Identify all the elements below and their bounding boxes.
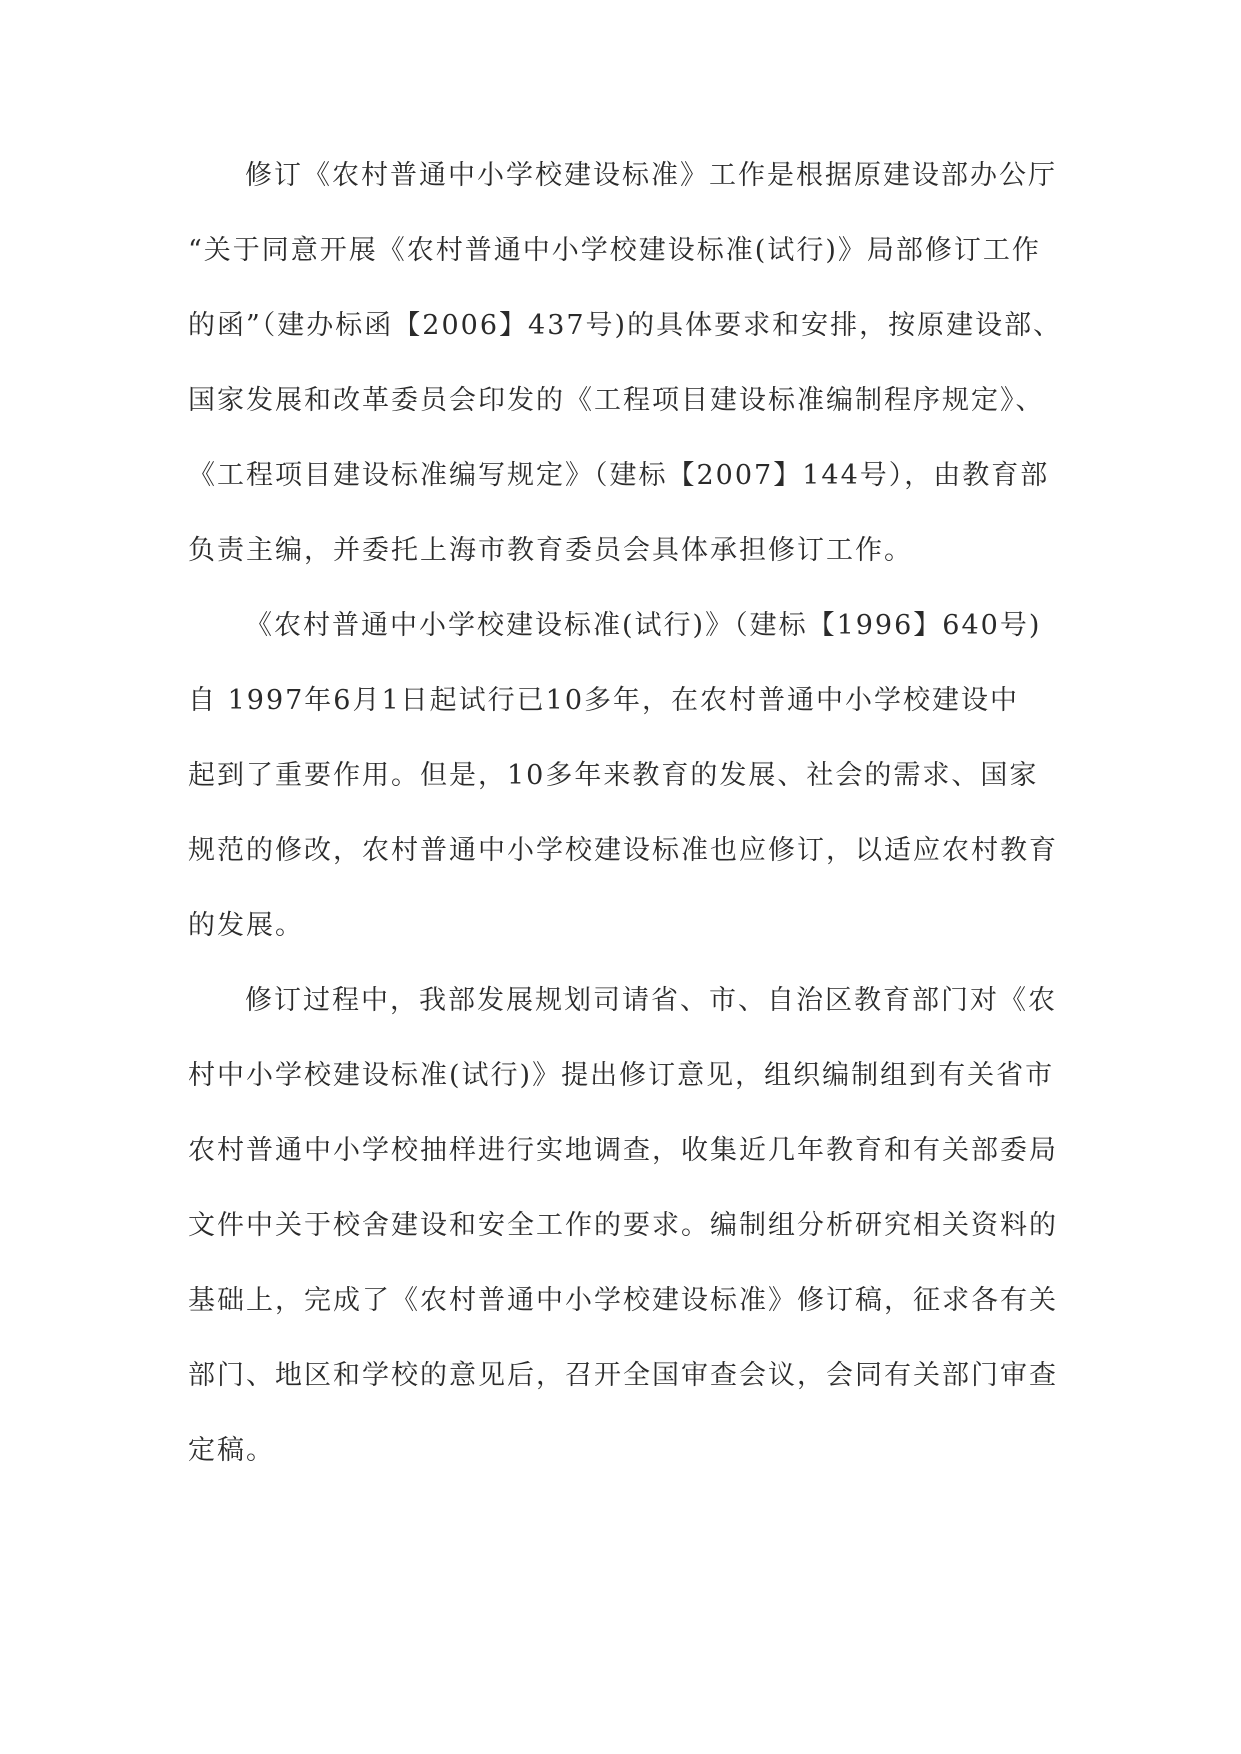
paragraph-line: 国家发展和改革委员会印发的《工程项目建设标准编制程序规定》、 — [188, 385, 1045, 416]
document-body — [188, 138, 1063, 1488]
paragraph-line: 修订《农村普通中小学校建设标准》工作是根据原建设部办公厅 — [245, 160, 1057, 191]
paragraph-line: 的发展。 — [188, 910, 304, 941]
paragraph-line: 《工程项目建设标准编写规定》（建标【2007】144号），由教育部 — [188, 460, 1050, 491]
paragraph-line: 农村普通中小学校抽样进行实地调查，收集近几年教育和有关部委局 — [188, 1135, 1058, 1166]
paragraph-1 — [188, 138, 1063, 588]
paragraph-line: 定稿。 — [188, 1435, 275, 1466]
paragraph-line: 的函”（建办标函【2006】437号)的具体要求和安排，按原建设部、 — [188, 310, 1063, 341]
paragraph-line: “关于同意开展《农村普通中小学校建设标准(试行)》局部修订工作 — [188, 235, 1041, 266]
paragraph-line: 规范的修改，农村普通中小学校建设标准也应修订，以适应农村教育 — [188, 835, 1058, 866]
paragraph-line: 负责主编，并委托上海市教育委员会具体承担修订工作。 — [188, 535, 913, 566]
paragraph-line: 文件中关于校舍建设和安全工作的要求。编制组分析研究相关资料的 — [188, 1210, 1058, 1241]
paragraph-line: 《农村普通中小学校建设标准(试行)》（建标【1996】640号) — [245, 610, 1042, 641]
paragraph-line: 村中小学校建设标准(试行)》提出修订意见，组织编制组到有关省市 — [188, 1060, 1055, 1091]
paragraph-line: 部门、地区和学校的意见后，召开全国审查会议，会同有关部门审查 — [188, 1360, 1058, 1391]
paragraph-3 — [188, 963, 1058, 1488]
paragraph-line: 修订过程中，我部发展规划司请省、市、自治区教育部门对《农 — [245, 985, 1057, 1016]
paragraph-line: 起到了重要作用。但是，10多年来教育的发展、社会的需求、国家 — [188, 760, 1039, 791]
paragraph-line: 基础上，完成了《农村普通中小学校建设标准》修订稿，征求各有关 — [188, 1285, 1058, 1316]
paragraph-2 — [188, 588, 1058, 963]
paragraph-line: 自 1997年6月1日起试行已10多年，在农村普通中小学校建设中 — [188, 685, 1020, 716]
